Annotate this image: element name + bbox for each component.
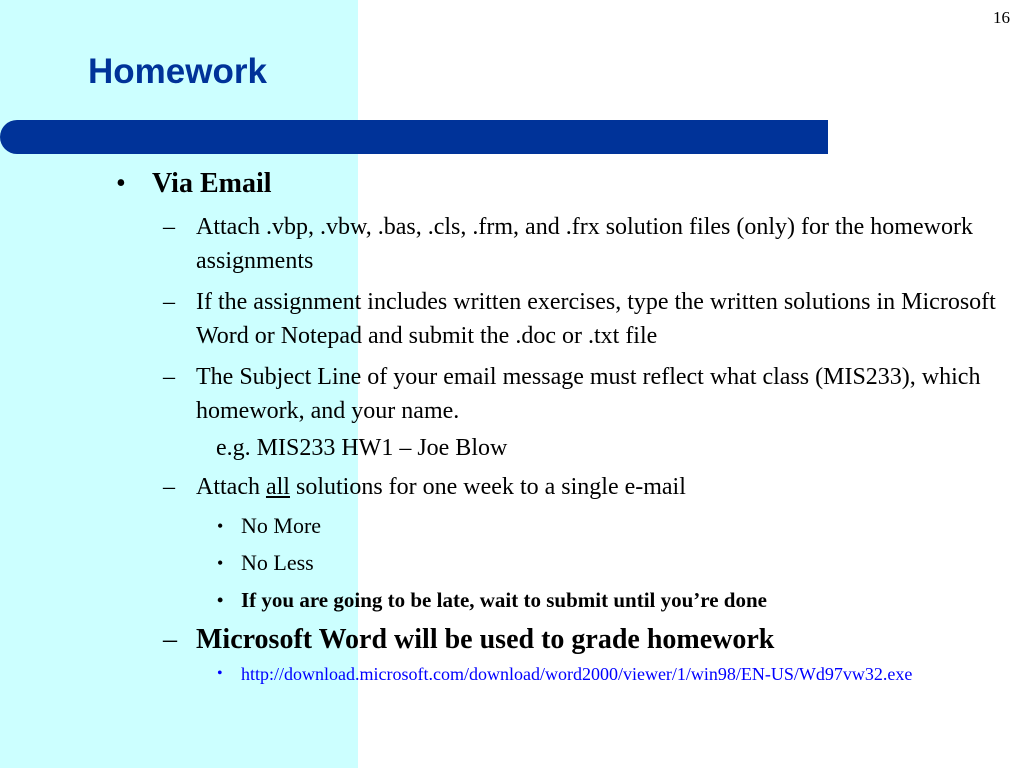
bullet-word-grade (0, 622, 1010, 658)
bullet-no-less (0, 548, 1010, 578)
bullet-text: Via Email (152, 168, 272, 199)
bullet-text: No More (241, 513, 322, 538)
bullet-text: The Subject Line of your email message must reflect what class (MIS233), which homework, and your name. (196, 364, 981, 424)
title-bar (0, 120, 828, 154)
bullet-attach-all (0, 470, 1010, 504)
bullet-text-prefix: Attach (196, 474, 266, 500)
bullet-dot-icon: • (217, 553, 224, 573)
bullet-dot-icon: • (217, 665, 223, 682)
slide-content (0, 166, 1010, 692)
bullet-late-note (0, 585, 1010, 615)
bullet-dot-icon: • (217, 516, 224, 536)
bullet-text: If you are going to be late, wait to submit until you’re done (241, 588, 767, 612)
bullet-text-suffix: solutions for one week to a single e-mail (289, 474, 686, 500)
dash-icon: – (163, 289, 175, 315)
bullet-text: No Less (241, 550, 314, 575)
slide-title: Homework (88, 52, 267, 91)
bullet-subject-line (0, 360, 1010, 428)
viewer-download-link[interactable]: http://download.microsoft.com/download/word2000/viewer/1/win98/EN-US/Wd97vw32.exe (241, 664, 913, 684)
subject-example: e.g. MIS233 HW1 – Joe Blow (216, 435, 508, 461)
dash-icon: – (163, 214, 175, 240)
page-number: 16 (993, 8, 1010, 27)
bullet-dot-icon: • (217, 590, 224, 610)
bullet-attach-files (0, 210, 1010, 278)
bullet-written-exercises (0, 285, 1010, 353)
bullet-viewer-link (0, 663, 1010, 685)
bullet-text-emphasis: all (265, 474, 290, 500)
dash-icon: – (163, 474, 175, 500)
bullet-text: If the assignment includes written exercises, type the written solutions in Microsoft Word or Notepad and submit the .doc or .txt file (196, 289, 996, 349)
dash-icon: – (163, 364, 175, 390)
bullet-dot-icon: • (116, 168, 126, 199)
bullet-text: Microsoft Word will be used to grade homework (196, 624, 775, 655)
dash-icon: – (163, 624, 177, 655)
bullet-no-more (0, 511, 1010, 541)
bullet-via-email (0, 166, 1010, 202)
bullet-text: Attach .vbp, .vbw, .bas, .cls, .frm, and .frx solution files (only) for the homework assignments (196, 214, 973, 274)
